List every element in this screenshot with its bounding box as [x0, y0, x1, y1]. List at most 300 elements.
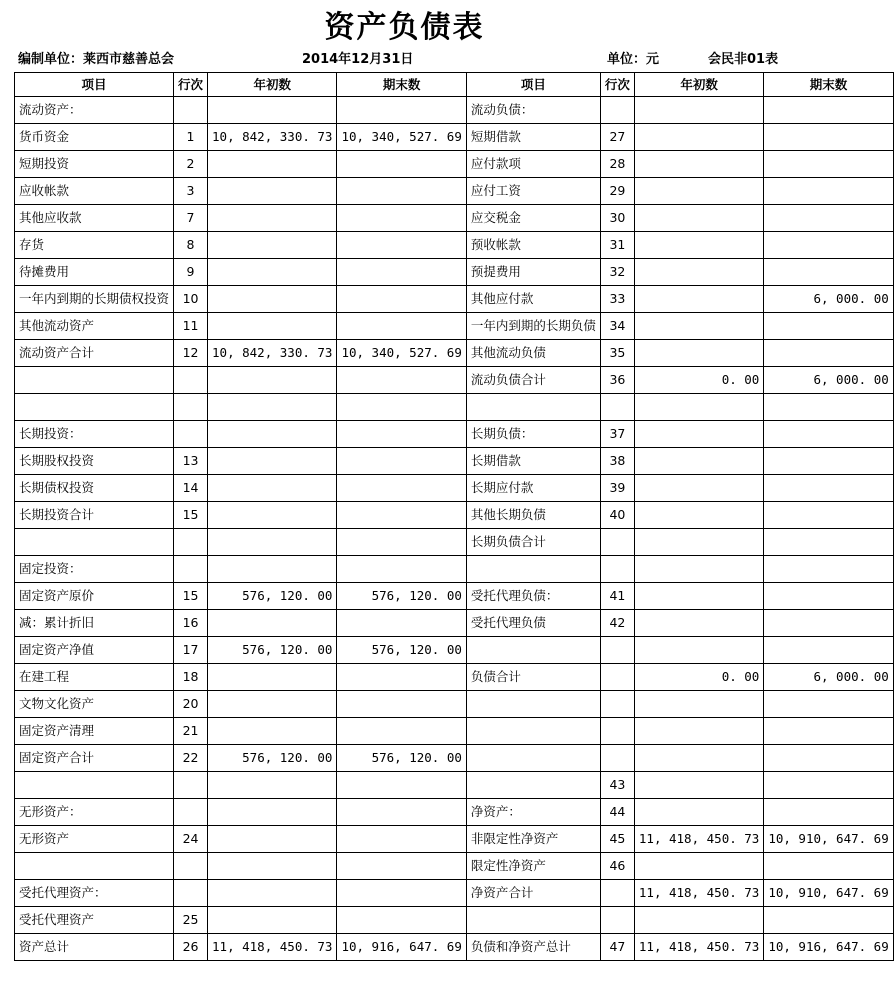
asset-begin-amount	[208, 880, 337, 907]
liability-line-no: 33	[600, 286, 634, 313]
balance-sheet-table	[14, 72, 894, 961]
table-row	[15, 529, 894, 556]
asset-begin-amount	[208, 205, 337, 232]
liability-item: 短期借款	[466, 124, 600, 151]
asset-line-no: 1	[174, 124, 208, 151]
asset-line-no	[174, 394, 208, 421]
asset-begin-amount	[208, 772, 337, 799]
asset-begin-amount	[208, 907, 337, 934]
asset-end-amount	[337, 502, 466, 529]
table-row	[15, 610, 894, 637]
table-row	[15, 880, 894, 907]
asset-item: 货币资金	[15, 124, 174, 151]
asset-line-no	[174, 880, 208, 907]
liability-end-amount	[764, 205, 893, 232]
asset-end-amount	[337, 367, 466, 394]
table-body	[15, 73, 894, 961]
asset-line-no: 25	[174, 907, 208, 934]
liability-line-no: 47	[600, 934, 634, 961]
asset-item: 资产总计	[15, 934, 174, 961]
asset-end-amount	[337, 718, 466, 745]
header-item-right: 项目	[466, 73, 600, 97]
header-line-right: 行次	[600, 73, 634, 97]
asset-end-amount	[337, 907, 466, 934]
liability-end-amount	[764, 475, 893, 502]
liability-line-no: 40	[600, 502, 634, 529]
liability-begin-amount	[634, 232, 763, 259]
table-row	[15, 799, 894, 826]
liability-line-no	[600, 529, 634, 556]
asset-item: 固定投资：	[15, 556, 174, 583]
asset-end-amount	[337, 421, 466, 448]
asset-end-amount	[337, 610, 466, 637]
liability-item: 流动负债：	[466, 97, 600, 124]
liability-begin-amount	[634, 340, 763, 367]
asset-begin-amount	[208, 421, 337, 448]
liability-line-no: 34	[600, 313, 634, 340]
liability-begin-amount	[634, 475, 763, 502]
asset-end-amount: 10, 916, 647. 69	[337, 934, 466, 961]
unit-label: 单位：元	[607, 52, 660, 67]
asset-line-no: 12	[174, 340, 208, 367]
liability-end-amount	[764, 448, 893, 475]
liability-end-amount: 10, 910, 647. 69	[764, 826, 893, 853]
liability-end-amount	[764, 394, 893, 421]
asset-item: 减：累计折旧	[15, 610, 174, 637]
asset-end-amount	[337, 826, 466, 853]
liability-item: 应付工资	[466, 178, 600, 205]
liability-line-no	[600, 745, 634, 772]
form-code: 会民非01表	[708, 52, 779, 67]
asset-item: 长期投资：	[15, 421, 174, 448]
liability-end-amount	[764, 637, 893, 664]
asset-begin-amount	[208, 718, 337, 745]
asset-end-amount	[337, 448, 466, 475]
header-end-right: 期末数	[764, 73, 893, 97]
asset-item: 长期债权投资	[15, 475, 174, 502]
asset-item: 流动资产：	[15, 97, 174, 124]
asset-end-amount	[337, 97, 466, 124]
asset-begin-amount: 11, 418, 450. 73	[208, 934, 337, 961]
asset-line-no	[174, 853, 208, 880]
asset-line-no: 13	[174, 448, 208, 475]
table-row	[15, 745, 894, 772]
table-row	[15, 232, 894, 259]
liability-end-amount	[764, 178, 893, 205]
asset-item: 长期投资合计	[15, 502, 174, 529]
liability-item: 负债合计	[466, 664, 600, 691]
liability-begin-amount	[634, 124, 763, 151]
liability-item: 限定性净资产	[466, 853, 600, 880]
liability-line-no: 37	[600, 421, 634, 448]
asset-item	[15, 367, 174, 394]
liability-begin-amount: 0. 00	[634, 367, 763, 394]
liability-item: 预提费用	[466, 259, 600, 286]
liability-begin-amount: 0. 00	[634, 664, 763, 691]
liability-line-no	[600, 691, 634, 718]
liability-item	[466, 907, 600, 934]
liability-item: 受托代理负债：	[466, 583, 600, 610]
report-date: 2014年12月31日	[302, 52, 414, 67]
liability-end-amount	[764, 97, 893, 124]
liability-line-no: 38	[600, 448, 634, 475]
table-row	[15, 286, 894, 313]
asset-end-amount	[337, 880, 466, 907]
header-begin-right: 年初数	[634, 73, 763, 97]
asset-item: 其他应收款	[15, 205, 174, 232]
asset-begin-amount	[208, 502, 337, 529]
asset-end-amount	[337, 664, 466, 691]
liability-end-amount	[764, 745, 893, 772]
table-row	[15, 583, 894, 610]
liability-item	[466, 637, 600, 664]
liability-item	[466, 394, 600, 421]
asset-line-no: 22	[174, 745, 208, 772]
asset-begin-amount	[208, 313, 337, 340]
liability-line-no: 27	[600, 124, 634, 151]
liability-line-no: 32	[600, 259, 634, 286]
asset-begin-amount	[208, 232, 337, 259]
header-begin-left: 年初数	[208, 73, 337, 97]
liability-begin-amount	[634, 691, 763, 718]
table-row	[15, 394, 894, 421]
liability-end-amount: 6, 000. 00	[764, 664, 893, 691]
liability-line-no	[600, 718, 634, 745]
asset-begin-amount	[208, 259, 337, 286]
liability-begin-amount	[634, 151, 763, 178]
table-row	[15, 637, 894, 664]
liability-item: 流动负债合计	[466, 367, 600, 394]
table-row	[15, 691, 894, 718]
asset-item	[15, 772, 174, 799]
liability-begin-amount	[634, 583, 763, 610]
liability-line-no: 43	[600, 772, 634, 799]
liability-end-amount	[764, 151, 893, 178]
liability-begin-amount: 11, 418, 450. 73	[634, 826, 763, 853]
liability-begin-amount	[634, 394, 763, 421]
asset-line-no: 24	[174, 826, 208, 853]
asset-item: 固定资产净值	[15, 637, 174, 664]
asset-begin-amount: 576, 120. 00	[208, 583, 337, 610]
asset-begin-amount: 576, 120. 00	[208, 745, 337, 772]
asset-line-no: 2	[174, 151, 208, 178]
asset-end-amount: 10, 340, 527. 69	[337, 340, 466, 367]
asset-end-amount	[337, 475, 466, 502]
asset-line-no	[174, 529, 208, 556]
liability-line-no: 39	[600, 475, 634, 502]
asset-end-amount	[337, 232, 466, 259]
liability-begin-amount	[634, 772, 763, 799]
liability-item: 净资产：	[466, 799, 600, 826]
asset-begin-amount	[208, 367, 337, 394]
liability-begin-amount	[634, 313, 763, 340]
liability-begin-amount	[634, 853, 763, 880]
asset-line-no: 15	[174, 583, 208, 610]
asset-item: 长期股权投资	[15, 448, 174, 475]
liability-end-amount	[764, 556, 893, 583]
asset-end-amount	[337, 205, 466, 232]
asset-end-amount	[337, 259, 466, 286]
asset-begin-amount	[208, 853, 337, 880]
header-line-left: 行次	[174, 73, 208, 97]
asset-line-no: 20	[174, 691, 208, 718]
liability-item: 其他长期负债	[466, 502, 600, 529]
table-row	[15, 907, 894, 934]
asset-item: 其他流动资产	[15, 313, 174, 340]
table-row	[15, 124, 894, 151]
liability-item: 长期负债合计	[466, 529, 600, 556]
liability-end-amount: 6, 000. 00	[764, 367, 893, 394]
asset-line-no: 3	[174, 178, 208, 205]
liability-end-amount	[764, 772, 893, 799]
liability-begin-amount	[634, 502, 763, 529]
asset-line-no: 26	[174, 934, 208, 961]
asset-end-amount	[337, 394, 466, 421]
liability-item: 一年内到期的长期负债	[466, 313, 600, 340]
liability-begin-amount	[634, 907, 763, 934]
asset-end-amount: 576, 120. 00	[337, 745, 466, 772]
asset-end-amount	[337, 178, 466, 205]
table-row	[15, 340, 894, 367]
asset-begin-amount	[208, 529, 337, 556]
table-row	[15, 934, 894, 961]
document-title: 资产负债表	[324, 10, 485, 45]
asset-item: 待摊费用	[15, 259, 174, 286]
liability-item	[466, 772, 600, 799]
liability-begin-amount	[634, 205, 763, 232]
asset-item: 无形资产：	[15, 799, 174, 826]
asset-line-no: 21	[174, 718, 208, 745]
liability-line-no	[600, 664, 634, 691]
liability-item	[466, 718, 600, 745]
liability-begin-amount: 11, 418, 450. 73	[634, 934, 763, 961]
table-row	[15, 556, 894, 583]
asset-end-amount: 10, 340, 527. 69	[337, 124, 466, 151]
liability-end-amount	[764, 259, 893, 286]
asset-item: 受托代理资产	[15, 907, 174, 934]
table-row	[15, 205, 894, 232]
asset-begin-amount	[208, 178, 337, 205]
liability-end-amount	[764, 718, 893, 745]
liability-end-amount	[764, 691, 893, 718]
asset-end-amount	[337, 313, 466, 340]
table-row	[15, 664, 894, 691]
asset-item: 固定资产原价	[15, 583, 174, 610]
liability-item: 长期负债：	[466, 421, 600, 448]
liability-begin-amount	[634, 259, 763, 286]
liability-begin-amount	[634, 718, 763, 745]
table-row	[15, 367, 894, 394]
asset-item: 流动资产合计	[15, 340, 174, 367]
asset-begin-amount	[208, 664, 337, 691]
table-row	[15, 151, 894, 178]
liability-item: 长期应付款	[466, 475, 600, 502]
liability-item: 受托代理负债	[466, 610, 600, 637]
table-row	[15, 502, 894, 529]
asset-begin-amount	[208, 475, 337, 502]
liability-line-no: 31	[600, 232, 634, 259]
liability-begin-amount	[634, 178, 763, 205]
asset-begin-amount	[208, 286, 337, 313]
table-row	[15, 718, 894, 745]
asset-end-amount	[337, 691, 466, 718]
asset-line-no	[174, 556, 208, 583]
table-row	[15, 475, 894, 502]
asset-end-amount	[337, 286, 466, 313]
asset-line-no: 8	[174, 232, 208, 259]
asset-begin-amount	[208, 448, 337, 475]
liability-item: 长期借款	[466, 448, 600, 475]
asset-line-no	[174, 799, 208, 826]
header-end-left: 期末数	[337, 73, 466, 97]
asset-item: 固定资产清理	[15, 718, 174, 745]
table-row	[15, 772, 894, 799]
liability-line-no	[600, 556, 634, 583]
asset-line-no: 18	[174, 664, 208, 691]
liability-line-no	[600, 637, 634, 664]
liability-end-amount	[764, 124, 893, 151]
liability-line-no: 46	[600, 853, 634, 880]
asset-end-amount	[337, 853, 466, 880]
asset-item: 应收帐款	[15, 178, 174, 205]
liability-item: 其他应付款	[466, 286, 600, 313]
liability-end-amount	[764, 232, 893, 259]
liability-end-amount: 10, 910, 647. 69	[764, 880, 893, 907]
liability-begin-amount	[634, 610, 763, 637]
liability-item: 预收帐款	[466, 232, 600, 259]
table-row	[15, 826, 894, 853]
asset-line-no: 17	[174, 637, 208, 664]
asset-end-amount: 576, 120. 00	[337, 583, 466, 610]
table-row	[15, 178, 894, 205]
liability-begin-amount	[634, 286, 763, 313]
liability-end-amount	[764, 583, 893, 610]
liability-end-amount	[764, 340, 893, 367]
liability-end-amount: 6, 000. 00	[764, 286, 893, 313]
table-row	[15, 259, 894, 286]
liability-item	[466, 745, 600, 772]
asset-begin-amount	[208, 610, 337, 637]
asset-line-no	[174, 421, 208, 448]
asset-begin-amount	[208, 556, 337, 583]
asset-item	[15, 853, 174, 880]
header-row	[15, 73, 894, 97]
asset-line-no	[174, 97, 208, 124]
liability-end-amount	[764, 421, 893, 448]
liability-line-no	[600, 97, 634, 124]
asset-line-no: 7	[174, 205, 208, 232]
liability-item: 应交税金	[466, 205, 600, 232]
asset-line-no	[174, 772, 208, 799]
liability-item: 其他流动负债	[466, 340, 600, 367]
asset-item	[15, 529, 174, 556]
asset-item: 短期投资	[15, 151, 174, 178]
table-row	[15, 448, 894, 475]
liability-item: 净资产合计	[466, 880, 600, 907]
asset-begin-amount: 10, 842, 330. 73	[208, 124, 337, 151]
asset-line-no: 11	[174, 313, 208, 340]
liability-end-amount	[764, 610, 893, 637]
liability-line-no: 29	[600, 178, 634, 205]
asset-line-no: 15	[174, 502, 208, 529]
asset-end-amount	[337, 772, 466, 799]
asset-begin-amount	[208, 97, 337, 124]
asset-item	[15, 394, 174, 421]
asset-end-amount	[337, 556, 466, 583]
liability-line-no: 35	[600, 340, 634, 367]
liability-end-amount	[764, 853, 893, 880]
liability-line-no: 42	[600, 610, 634, 637]
asset-begin-amount: 576, 120. 00	[208, 637, 337, 664]
liability-line-no: 44	[600, 799, 634, 826]
liability-end-amount	[764, 313, 893, 340]
liability-begin-amount	[634, 745, 763, 772]
liability-end-amount	[764, 529, 893, 556]
liability-line-no: 41	[600, 583, 634, 610]
liability-line-no	[600, 394, 634, 421]
asset-begin-amount	[208, 691, 337, 718]
liability-line-no: 28	[600, 151, 634, 178]
asset-end-amount	[337, 151, 466, 178]
table-row	[15, 313, 894, 340]
asset-item: 一年内到期的长期债权投资	[15, 286, 174, 313]
asset-line-no: 16	[174, 610, 208, 637]
table-row	[15, 421, 894, 448]
asset-item: 在建工程	[15, 664, 174, 691]
asset-item: 固定资产合计	[15, 745, 174, 772]
liability-line-no: 36	[600, 367, 634, 394]
liability-begin-amount	[634, 421, 763, 448]
asset-item: 无形资产	[15, 826, 174, 853]
liability-line-no: 30	[600, 205, 634, 232]
asset-end-amount	[337, 529, 466, 556]
liability-begin-amount	[634, 97, 763, 124]
liability-line-no	[600, 907, 634, 934]
asset-end-amount: 576, 120. 00	[337, 637, 466, 664]
asset-begin-amount	[208, 826, 337, 853]
asset-line-no: 9	[174, 259, 208, 286]
liability-end-amount: 10, 916, 647. 69	[764, 934, 893, 961]
table-row	[15, 97, 894, 124]
asset-begin-amount	[208, 799, 337, 826]
liability-line-no	[600, 880, 634, 907]
asset-item: 受托代理资产：	[15, 880, 174, 907]
header-item-left: 项目	[15, 73, 174, 97]
asset-item: 文物文化资产	[15, 691, 174, 718]
table-row	[15, 853, 894, 880]
liability-item: 应付款项	[466, 151, 600, 178]
liability-begin-amount: 11, 418, 450. 73	[634, 880, 763, 907]
asset-begin-amount	[208, 151, 337, 178]
asset-end-amount	[337, 799, 466, 826]
liability-item: 负债和净资产总计	[466, 934, 600, 961]
asset-begin-amount	[208, 394, 337, 421]
liability-begin-amount	[634, 529, 763, 556]
asset-line-no: 10	[174, 286, 208, 313]
liability-begin-amount	[634, 448, 763, 475]
liability-line-no: 45	[600, 826, 634, 853]
liability-item	[466, 691, 600, 718]
liability-end-amount	[764, 502, 893, 529]
liability-begin-amount	[634, 799, 763, 826]
asset-begin-amount: 10, 842, 330. 73	[208, 340, 337, 367]
liability-end-amount	[764, 799, 893, 826]
asset-line-no	[174, 367, 208, 394]
liability-item	[466, 556, 600, 583]
liability-item: 非限定性净资产	[466, 826, 600, 853]
asset-line-no: 14	[174, 475, 208, 502]
liability-begin-amount	[634, 556, 763, 583]
